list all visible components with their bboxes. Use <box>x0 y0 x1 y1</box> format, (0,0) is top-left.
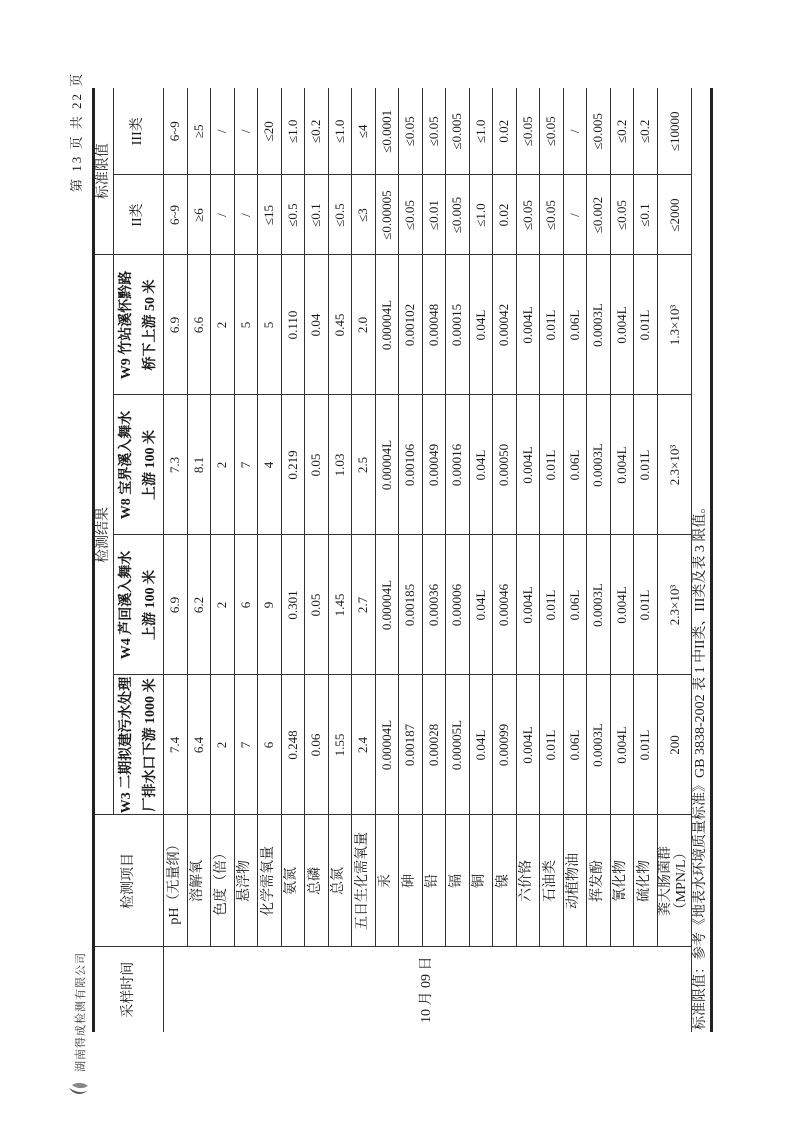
test-item: 铜 <box>469 815 493 947</box>
table-row <box>399 88 423 1032</box>
table-row <box>610 88 634 1032</box>
site-name-line2: 上游 100 米 <box>142 570 158 640</box>
result-value: 9 <box>258 535 282 675</box>
limit-class-iii: ≤0.005 <box>587 88 611 175</box>
test-item: 动植物油 <box>563 815 587 947</box>
standard-footnote: 标准限值：参考《地表水环境质量标准》GB 3838-2002 表 1 中II类、III类及表 3 限值。 <box>692 88 712 1032</box>
result-value: 0.00006 <box>446 535 470 675</box>
sampling-date: 10 月 09 日 <box>164 947 692 1032</box>
table-row <box>587 88 611 1032</box>
test-item: 五日生化需氧量 <box>352 815 376 947</box>
result-value: 0.00102 <box>399 255 423 395</box>
result-value: 0.04L <box>469 675 493 815</box>
test-item: 硫化物 <box>634 815 658 947</box>
table-row <box>634 88 658 1032</box>
test-item: 粪大肠菌群（MPN/L） <box>657 815 692 947</box>
result-value: 0.01L <box>634 255 658 395</box>
result-value: 5 <box>258 255 282 395</box>
result-value: 0.004L <box>516 535 540 675</box>
result-value: 0.04L <box>469 535 493 675</box>
limit-class-iii: ≤0.2 <box>634 88 658 175</box>
result-value: 0.00187 <box>399 675 423 815</box>
limit-class-ii: ≤15 <box>258 175 282 255</box>
result-value: 0.0003L <box>587 255 611 395</box>
table-row <box>446 88 470 1032</box>
result-value: 0.301 <box>281 535 305 675</box>
test-item: 氨氮 <box>281 815 305 947</box>
result-value: 0.00005L <box>446 675 470 815</box>
company-name: 湖南得成检测有限公司 <box>75 952 87 1072</box>
result-value: 0.0003L <box>587 395 611 535</box>
test-item: pH（无量纲） <box>164 815 188 947</box>
limit-class-ii: ≤0.01 <box>422 175 446 255</box>
limit-class-ii: ≥6 <box>187 175 211 255</box>
result-value: 6.9 <box>164 255 188 395</box>
result-value: 1.3×10³ <box>657 255 692 395</box>
result-value: 0.04L <box>469 395 493 535</box>
result-value: 6 <box>258 675 282 815</box>
result-value: 0.248 <box>281 675 305 815</box>
header-test-item: 检测项目 <box>94 815 164 947</box>
results-table <box>92 88 713 1032</box>
limit-class-iii: ≤1.0 <box>469 88 493 175</box>
header-sampling-time: 采样时间 <box>94 947 164 1032</box>
table-row <box>328 88 352 1032</box>
table-row <box>352 88 376 1032</box>
result-value: 0.04 <box>305 255 329 395</box>
header-site-2 <box>114 535 164 675</box>
result-value: 0.0003L <box>587 675 611 815</box>
result-value: 0.06L <box>563 395 587 535</box>
test-item: 六价铬 <box>516 815 540 947</box>
limit-class-iii: ≤0.05 <box>516 88 540 175</box>
result-value: 6.2 <box>187 535 211 675</box>
result-value: 5 <box>234 255 258 395</box>
limit-class-ii: ≤0.5 <box>328 175 352 255</box>
limit-class-iii: ≤0.05 <box>399 88 423 175</box>
limit-class-ii: / <box>211 175 235 255</box>
result-value: 0.05 <box>305 395 329 535</box>
limit-class-iii: ≥5 <box>187 88 211 175</box>
table-row <box>563 88 587 1032</box>
site-name-line2: 桥下上游 50 米 <box>142 279 158 371</box>
result-value: 0.004L <box>610 675 634 815</box>
limit-class-ii: ≤0.1 <box>634 175 658 255</box>
table-row <box>187 88 211 1032</box>
header-results-group: 检测结果 <box>94 255 114 815</box>
result-value: 2 <box>211 255 235 395</box>
limit-class-iii: ≤0.2 <box>610 88 634 175</box>
test-item: 砷 <box>399 815 423 947</box>
result-value: 0.00050 <box>493 395 517 535</box>
result-value: 0.00099 <box>493 675 517 815</box>
limit-class-ii: ≤2000 <box>657 175 692 255</box>
result-value: 0.00015 <box>446 255 470 395</box>
test-item: 总磷 <box>305 815 329 947</box>
result-value: 0.00106 <box>399 395 423 535</box>
result-value: 2 <box>211 395 235 535</box>
table-row <box>516 88 540 1032</box>
limit-class-ii: ≤3 <box>352 175 376 255</box>
limit-class-iii: ≤0.0001 <box>375 88 399 175</box>
test-item: 总氮 <box>328 815 352 947</box>
result-value: 2.3×10³ <box>657 395 692 535</box>
result-value: 0.45 <box>328 255 352 395</box>
header-limits-group: 标准限值 <box>94 88 114 255</box>
result-value: 0.04L <box>469 255 493 395</box>
table-row <box>211 88 235 1032</box>
header-site-4 <box>114 255 164 395</box>
test-item: 石油类 <box>540 815 564 947</box>
result-value: 200 <box>657 675 692 815</box>
table-row <box>281 88 305 1032</box>
limit-class-iii: ≤0.005 <box>446 88 470 175</box>
result-value: 8.1 <box>187 395 211 535</box>
limit-class-ii: / <box>234 175 258 255</box>
site-name-line1: W8 宝界溪入舞水 <box>118 410 134 520</box>
limit-class-iii: / <box>211 88 235 175</box>
result-value: 0.0003L <box>587 535 611 675</box>
result-value: 6.6 <box>187 255 211 395</box>
limit-class-iii: / <box>234 88 258 175</box>
result-value: 0.00046 <box>493 535 517 675</box>
limit-class-iii: ≤1.0 <box>281 88 305 175</box>
limit-class-iii: ≤1.0 <box>328 88 352 175</box>
limit-class-ii: ≤0.002 <box>587 175 611 255</box>
result-value: 0.01L <box>540 675 564 815</box>
limit-class-iii: ≤4 <box>352 88 376 175</box>
result-value: 0.01L <box>634 675 658 815</box>
limit-class-iii: 6~9 <box>164 88 188 175</box>
limit-class-iii: ≤10000 <box>657 88 692 175</box>
result-value: 0.06L <box>563 255 587 395</box>
result-value: 2.4 <box>352 675 376 815</box>
test-item: 悬浮物 <box>234 815 258 947</box>
result-value: 0.01L <box>540 255 564 395</box>
result-value: 2.7 <box>352 535 376 675</box>
limit-class-iii: 0.02 <box>493 88 517 175</box>
test-item: 色度（倍） <box>211 815 235 947</box>
result-value: 7.4 <box>164 675 188 815</box>
table-row <box>258 88 282 1032</box>
limit-class-iii: / <box>563 88 587 175</box>
table-row <box>375 88 399 1032</box>
limit-class-ii: ≤0.1 <box>305 175 329 255</box>
result-value: 0.00185 <box>399 535 423 675</box>
result-value: 2 <box>211 535 235 675</box>
test-item: 氰化物 <box>610 815 634 947</box>
limit-class-ii: ≤0.05 <box>540 175 564 255</box>
header-class-iii: III类 <box>114 88 164 175</box>
result-value: 0.004L <box>610 395 634 535</box>
limit-class-ii: ≤1.0 <box>469 175 493 255</box>
result-value: 2.5 <box>352 395 376 535</box>
limit-class-ii: ≤0.05 <box>610 175 634 255</box>
result-value: 1.03 <box>328 395 352 535</box>
result-value: 4 <box>258 395 282 535</box>
result-value: 0.219 <box>281 395 305 535</box>
page-number: 第 13 页 共 22 页 <box>69 71 84 192</box>
test-item: 铅 <box>422 815 446 947</box>
limit-class-ii: / <box>563 175 587 255</box>
result-value: 0.05 <box>305 535 329 675</box>
test-item: 溶解氧 <box>187 815 211 947</box>
result-value: 0.06L <box>563 535 587 675</box>
limit-class-ii: 0.02 <box>493 175 517 255</box>
result-value: 1.45 <box>328 535 352 675</box>
limit-class-ii: ≤0.005 <box>446 175 470 255</box>
site-name-line2: 上游 100 米 <box>142 430 158 500</box>
result-value: 0.01L <box>540 395 564 535</box>
limit-class-ii: ≤0.5 <box>281 175 305 255</box>
site-name-line1: W9 竹站溪怀黔路 <box>118 270 134 380</box>
result-value: 0.00036 <box>422 535 446 675</box>
result-value: 6.4 <box>187 675 211 815</box>
company-logo-icon <box>68 1078 90 1098</box>
result-value: 0.00042 <box>493 255 517 395</box>
result-value: 2.3×10³ <box>657 535 692 675</box>
test-item: 挥发酚 <box>587 815 611 947</box>
result-value: 2 <box>211 675 235 815</box>
result-value: 0.00016 <box>446 395 470 535</box>
limit-class-ii: ≤0.05 <box>399 175 423 255</box>
table-row <box>234 88 258 1032</box>
result-value: 6 <box>234 535 258 675</box>
result-value: 0.01L <box>634 395 658 535</box>
test-item: 镉 <box>446 815 470 947</box>
result-value: 0.01L <box>634 535 658 675</box>
result-value: 0.004L <box>516 675 540 815</box>
table-row <box>164 88 188 1032</box>
header-site-3 <box>114 395 164 535</box>
limit-class-iii: ≤0.2 <box>305 88 329 175</box>
limit-class-ii: 6~9 <box>164 175 188 255</box>
table-row <box>493 88 517 1032</box>
header-site-1 <box>114 675 164 815</box>
result-value: 0.004L <box>610 255 634 395</box>
result-value: 7 <box>234 395 258 535</box>
limit-class-iii: ≤0.05 <box>540 88 564 175</box>
result-value: 2.0 <box>352 255 376 395</box>
table-row <box>422 88 446 1032</box>
limit-class-iii: ≤0.05 <box>422 88 446 175</box>
result-value: 0.00004L <box>375 675 399 815</box>
table-row <box>469 88 493 1032</box>
test-item: 化学需氧量 <box>258 815 282 947</box>
limit-class-ii: ≤0.00005 <box>375 175 399 255</box>
test-item: 汞 <box>375 815 399 947</box>
result-value: 7 <box>234 675 258 815</box>
table-row <box>657 88 692 1032</box>
limit-class-iii: ≤20 <box>258 88 282 175</box>
result-value: 0.00048 <box>422 255 446 395</box>
result-value: 0.00004L <box>375 395 399 535</box>
result-value: 0.004L <box>516 395 540 535</box>
result-value: 0.00028 <box>422 675 446 815</box>
header-class-ii: II类 <box>114 175 164 255</box>
site-name-line1: W3 二期拟建污水处理 <box>118 676 134 814</box>
result-value: 0.00049 <box>422 395 446 535</box>
test-item: 镍 <box>493 815 517 947</box>
result-value: 0.06L <box>563 675 587 815</box>
result-value: 0.06 <box>305 675 329 815</box>
table-row <box>540 88 564 1032</box>
result-value: 0.004L <box>610 535 634 675</box>
table-row <box>305 88 329 1032</box>
result-value: 0.004L <box>516 255 540 395</box>
result-value: 1.55 <box>328 675 352 815</box>
result-value: 0.00004L <box>375 535 399 675</box>
result-value: 0.01L <box>540 535 564 675</box>
result-value: 7.3 <box>164 395 188 535</box>
site-name-line2: 厂排水口下游 1000 米 <box>142 678 158 812</box>
limit-class-ii: ≤0.05 <box>516 175 540 255</box>
result-value: 6.9 <box>164 535 188 675</box>
site-name-line1: W4 芦回溪入舞水 <box>118 550 134 660</box>
result-value: 0.110 <box>281 255 305 395</box>
result-value: 0.00004L <box>375 255 399 395</box>
